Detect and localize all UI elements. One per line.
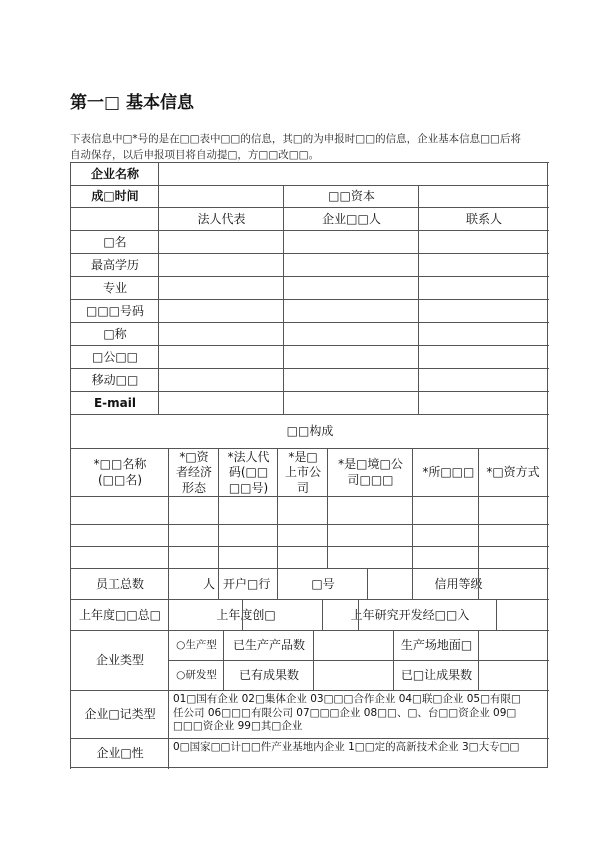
label-produced-count: 已生产产品数 — [223, 630, 314, 661]
label-site-area: 生产场地面□ — [393, 630, 479, 661]
contact-field[interactable] — [418, 299, 549, 323]
legal-rep-field[interactable] — [158, 322, 284, 346]
legal-rep-field[interactable] — [158, 253, 284, 277]
equity-cell[interactable] — [327, 546, 413, 569]
legal-rep-field[interactable] — [158, 391, 284, 415]
equity-cell[interactable] — [70, 496, 169, 525]
company-head-field[interactable] — [283, 230, 419, 254]
equity-header: *□□名称 (□□名) — [70, 448, 169, 497]
equity-cell[interactable] — [277, 524, 328, 547]
equity-cell[interactable] — [327, 524, 413, 547]
header-legal-rep: 法人代表 — [158, 207, 284, 231]
header-blank — [70, 207, 159, 231]
transferred-count-field[interactable] — [478, 660, 549, 691]
intro-line-1: 下表信息中□*号的是在□□表中□□的信息，其□的为申报时□□的信息，企业基本信息□□后将 — [70, 133, 521, 145]
label-transferred-count: 已□让成果数 — [393, 660, 479, 691]
table-divider — [478, 448, 479, 599]
radio-rd[interactable]: ○研发型 — [168, 660, 224, 691]
header-contact: 联系人 — [418, 207, 549, 231]
employees-field[interactable]: 人 — [168, 568, 219, 600]
label-account: □号 — [277, 568, 368, 600]
intro-line-2: 自动保存，以后申报项目将自动提□，方□□改□□。 — [70, 149, 320, 161]
registration-type-line: 01□国有企业 02□集体企业 03□□□合作企业 04□联□企业 05□有限□ — [173, 693, 521, 705]
company-head-field[interactable] — [283, 391, 419, 415]
registration-type-line: □□□资企业 99□其□企业 — [173, 720, 303, 733]
legal-rep-field[interactable] — [158, 299, 284, 323]
equity-cell[interactable] — [412, 546, 549, 569]
company-head-field[interactable] — [283, 322, 419, 346]
contact-field[interactable] — [418, 230, 549, 254]
equity-cell[interactable] — [327, 496, 413, 525]
equity-header: *是□境□公 司□□□ — [327, 448, 413, 497]
label-founded: 成□时间 — [70, 185, 159, 208]
company-head-field[interactable] — [283, 253, 419, 277]
page-title: 第一□ 基本信息 — [70, 93, 194, 113]
label-last-year-rd: 上年研究开发经□□入 — [322, 599, 497, 631]
label-company-type: 企业类型 — [70, 630, 169, 691]
label-bank: 开户□行 — [218, 568, 278, 600]
legal-rep-field[interactable] — [158, 230, 284, 254]
label-results-count: 已有成果数 — [223, 660, 314, 691]
label-employees: 员工总数 — [70, 568, 169, 600]
label-credit: 信用等级 — [367, 568, 549, 600]
table-divider — [358, 599, 359, 630]
header-company-head: 企业□□人 — [283, 207, 419, 231]
company-name-field[interactable] — [158, 162, 549, 186]
label-last-year-total: 上年度□□总□ — [70, 599, 169, 631]
registration-type-line: 任公司 06□□□有限公司 07□□□企业 08□□、□、台□□资企业 09□ — [173, 706, 517, 719]
equity-cell[interactable] — [168, 496, 219, 525]
legal-rep-field[interactable] — [158, 276, 284, 300]
row-label: □□□号码 — [70, 299, 159, 323]
produced-count-field[interactable] — [313, 630, 394, 661]
row-label: □公□□ — [70, 345, 159, 369]
label-registration-type: 企业□记类型 — [70, 690, 169, 739]
company-head-field[interactable] — [283, 276, 419, 300]
radio-production[interactable]: ○生产型 — [168, 630, 224, 661]
site-area-field[interactable] — [478, 630, 549, 661]
equity-cell[interactable] — [412, 524, 549, 547]
equity-cell[interactable] — [218, 496, 278, 525]
registration-type-options[interactable] — [168, 690, 549, 739]
equity-title: □□构成 — [70, 414, 549, 449]
last-year-rd-field[interactable] — [496, 599, 549, 631]
equity-cell[interactable] — [70, 524, 169, 547]
contact-field[interactable] — [418, 253, 549, 277]
row-label: 最高学历 — [70, 253, 159, 277]
label-company-name: 企业名称 — [70, 162, 159, 186]
equity-header: *法人代 码(□□ □□号) — [218, 448, 278, 497]
equity-cell[interactable] — [412, 496, 549, 525]
founded-field[interactable] — [158, 185, 284, 208]
basic-info-table — [70, 162, 548, 768]
row-label: 移动□□ — [70, 368, 159, 392]
contact-field[interactable] — [418, 345, 549, 369]
label-company-attribute: 企业□性 — [70, 738, 169, 769]
table-divider — [412, 568, 413, 599]
equity-cell[interactable] — [168, 524, 219, 547]
equity-cell[interactable] — [218, 524, 278, 547]
equity-header: *□资 者经济 形态 — [168, 448, 219, 497]
results-count-field[interactable] — [313, 660, 394, 691]
table-divider — [242, 599, 243, 630]
label-capital: □□资本 — [283, 185, 419, 208]
equity-cell[interactable] — [70, 546, 169, 569]
company-head-field[interactable] — [283, 299, 419, 323]
row-label: E-mail — [70, 391, 159, 415]
equity-cell[interactable] — [277, 496, 328, 525]
row-label: □名 — [70, 230, 159, 254]
company-attribute-options[interactable]: 0□国家□□计□□件产业基地内企业 1□□定的高新技术企业 3□大专□□ — [168, 738, 549, 769]
company-head-field[interactable] — [283, 368, 419, 392]
contact-field[interactable] — [418, 322, 549, 346]
contact-field[interactable] — [418, 391, 549, 415]
capital-field[interactable] — [418, 185, 549, 208]
contact-field[interactable] — [418, 368, 549, 392]
equity-header: *所□□□ *□资方式 — [412, 448, 549, 497]
row-label: 专业 — [70, 276, 159, 300]
company-head-field[interactable] — [283, 345, 419, 369]
row-label: □称 — [70, 322, 159, 346]
contact-field[interactable] — [418, 276, 549, 300]
label-last-year-profit: 上年度创□ — [168, 599, 323, 631]
equity-cell[interactable] — [218, 546, 278, 569]
legal-rep-field[interactable] — [158, 345, 284, 369]
equity-cell[interactable] — [277, 546, 328, 569]
equity-cell[interactable] — [168, 546, 219, 569]
equity-header: *是□ 上市公 司 — [277, 448, 328, 497]
legal-rep-field[interactable] — [158, 368, 284, 392]
